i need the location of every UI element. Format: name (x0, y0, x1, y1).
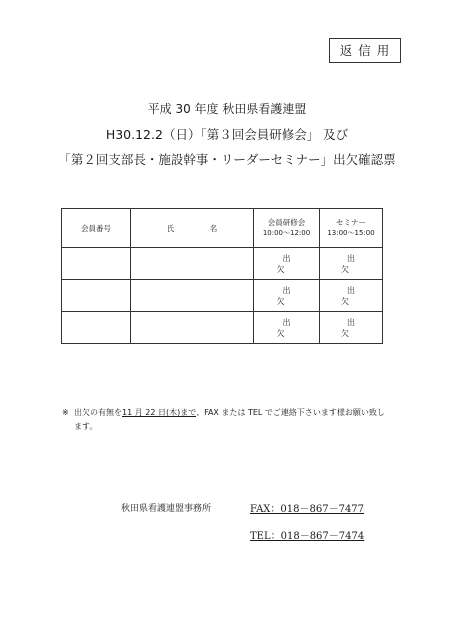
seminar-1-attendance-cell[interactable] (254, 280, 323, 312)
member-no-cell[interactable] (62, 312, 131, 344)
header-name (131, 209, 254, 248)
seminar-1-attendance-cell[interactable] (254, 312, 323, 344)
header-seminar-1-time: 10:00～12:00 (262, 229, 311, 237)
header-seminar-2 (320, 209, 383, 248)
table-row (62, 248, 383, 280)
table-header-row (62, 209, 383, 248)
seminar-1-attendance-cell[interactable] (254, 248, 323, 280)
header-seminar-2-label: セミナー (336, 218, 366, 227)
office-name: 秋田県看護連盟事務所 (121, 504, 212, 514)
attendance-option: 出 欠 (276, 285, 323, 306)
seminar-2-attendance-cell[interactable] (320, 312, 387, 344)
member-no-cell[interactable] (62, 280, 131, 312)
name-cell[interactable] (131, 248, 254, 280)
reply-label-box: 返 信 用 (329, 38, 401, 63)
name-cell[interactable] (131, 280, 254, 312)
deadline-note (62, 406, 392, 434)
attendance-option: 出 欠 (341, 317, 387, 338)
table-row (62, 312, 383, 344)
header-seminar-1-label: 会員研修会 (267, 218, 306, 227)
attendance-option: 出 欠 (341, 253, 387, 274)
note-body (74, 406, 392, 434)
tel-number: TEL：018－867－7474 (250, 531, 365, 542)
attendance-table (61, 208, 387, 344)
attendance-option: 出 欠 (276, 253, 323, 274)
header-name-label: 氏 名 (166, 223, 232, 233)
header-seminar-2-time: 13:00～15:00 (327, 229, 375, 237)
header-seminar-1 (254, 209, 320, 248)
title-line-3: 「第２回支部長・施設幹事・リーダーセミナー」出欠確認票 (58, 152, 396, 167)
table-row (62, 280, 383, 312)
seminar-2-attendance-cell[interactable] (320, 248, 387, 280)
title-line-2: H30.12.2（日）「第３回会員研修会」 及び (105, 127, 349, 142)
member-no-cell[interactable] (62, 248, 131, 280)
seminar-2-attendance-cell[interactable] (320, 280, 387, 312)
name-cell[interactable] (131, 312, 254, 344)
attendance-option: 出 欠 (341, 285, 387, 306)
note-text-after: 、FAX または TEL でご連絡下さいます様お願い致します。 (74, 408, 385, 431)
header-member-no: 会員番号 (62, 209, 131, 248)
note-mark: ※ (62, 408, 69, 417)
title-line-1: 平成 30 年度 秋田県看護連盟 (147, 102, 307, 116)
note-deadline: 11 月 22 日(木)まで (122, 408, 197, 417)
fax-number: FAX：018－867－7477 (250, 504, 365, 515)
note-text-before: 出欠の有無を (74, 408, 122, 417)
attendance-option: 出 欠 (276, 317, 323, 338)
